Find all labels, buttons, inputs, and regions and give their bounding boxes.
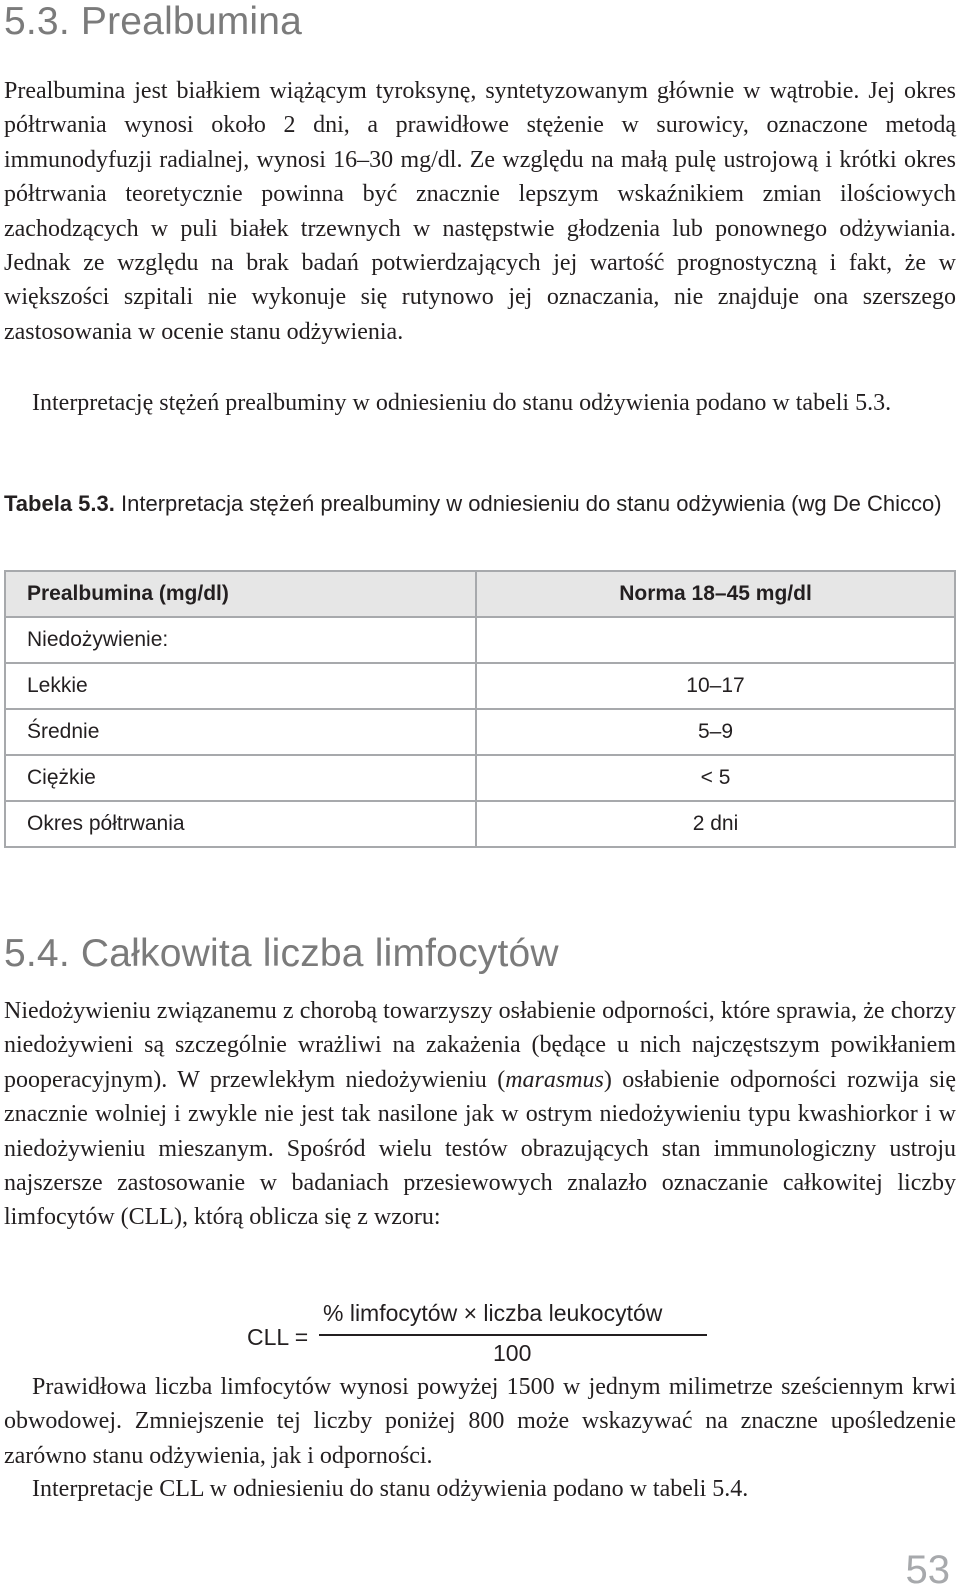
formula-denominator: 100 — [493, 1340, 532, 1366]
section-heading-lymphocytes: 5.4. Całkowita liczba limfocytów — [4, 932, 559, 975]
table-cell: 10–17 — [476, 663, 955, 709]
prealbumin-table — [4, 570, 956, 848]
table-cell: 5–9 — [476, 709, 955, 755]
paragraph-table-reference-2: Interpretacje CLL w odniesieniu do stanu odżywienia podano w tabeli 5.4. — [32, 1476, 749, 1502]
table-caption-text: Interpretacja stężeń prealbuminy w odniesieniu do stanu odżywienia (wg De Chicco) — [121, 491, 942, 516]
table-caption-label: Tabela 5.3. — [4, 491, 115, 516]
paragraph-text: Niedożywieniu związanemu z chorobą towarzyszy osłabienie odporności, które sprawia, że chorzy niedożywieni są szczególnie wrażliwi na zakażenia (będące u nich najczęstszym powikłaniem pooperacyjnym). W przewlekłym niedożywieniu ( — [4, 998, 956, 1093]
table-cell: Niedożywienie: — [5, 617, 476, 663]
table-row — [5, 617, 955, 663]
table-cell — [476, 617, 955, 663]
table-cell: Okres półtrwania — [5, 801, 476, 847]
page-number: 53 — [905, 1548, 950, 1592]
table-cell: Średnie — [5, 709, 476, 755]
paragraph-normal-count: Prawidłowa liczba limfocytów wynosi powyżej 1500 w jednym milimetrze sześciennym krwi obwodowej. Zmniejszenie tej liczby poniżej 800 może wskazywać na znaczne upośledzenie zarówno stanu odżywienia, jak i odporności. — [4, 1374, 956, 1469]
fraction-bar — [319, 1334, 707, 1336]
formula-lhs: CLL = — [247, 1324, 309, 1350]
table-header-cell: Prealbumina (mg/dl) — [5, 571, 476, 617]
table-row — [5, 801, 955, 847]
paragraph-table-reference: Interpretację stężeń prealbuminy w odniesieniu do stanu odżywienia podano w tabeli 5.3. — [32, 390, 892, 416]
paragraph-lymphocytes-description — [4, 994, 956, 1235]
paragraph-text: ) osłabienie odporności rozwija się znacznie wolniej i zwykle nie jest tak nasilone jak w ostrym niedożywieniu typu kwashiorkor i w niedożywieniu mieszanym. Spośród wielu testów obrazujących stan immunologiczny ustroju najszersze zastosowanie w badaniach przesiewowych znalazło oznaczanie całkowitej liczby limfocytów (CLL), którą oblicza się z wzoru: — [4, 1066, 956, 1231]
table-header-cell: Norma 18–45 mg/dl — [476, 571, 955, 617]
table-row — [5, 755, 955, 801]
table-caption — [4, 488, 956, 519]
paragraph-italic-term: marasmus — [505, 1066, 604, 1093]
table-header-row — [5, 571, 955, 617]
table-cell: < 5 — [476, 755, 955, 801]
table-cell: Lekkie — [5, 663, 476, 709]
formula-numerator: % limfocytów × liczba leukocytów — [323, 1300, 663, 1326]
table-row — [5, 709, 955, 755]
table-cell: 2 dni — [476, 801, 955, 847]
section-heading-prealbumina: 5.3. Prealbumina — [4, 0, 303, 43]
table-cell: Ciężkie — [5, 755, 476, 801]
table-row — [5, 663, 955, 709]
paragraph-prealbumina-description: Prealbumina jest białkiem wiążącym tyroksynę, syntetyzowanym głównie w wątrobie. Jej okres półtrwania wynosi około 2 dni, a prawidłowe stężenie w surowicy, oznaczone metodą immunodyfuzji radialnej, wynosi 16–30 mg/dl. Ze względu na małą pulę ustrojową i krótki okres półtrwania teoretycznie powinna być znacznie lepszym wskaźnikiem zmian ilościowych zachodzących w puli białek trzewnych w następstwie głodzenia lub ponownego odżywiania. Jednak ze względu na brak badań potwierdzających jej wartość prognostyczną i fakt, że w większości szpitali nie wykonuje się rutynowo jej oznaczania, nie znajduje ona szerszego zastosowania w ocenie stanu odżywienia. — [4, 78, 956, 345]
